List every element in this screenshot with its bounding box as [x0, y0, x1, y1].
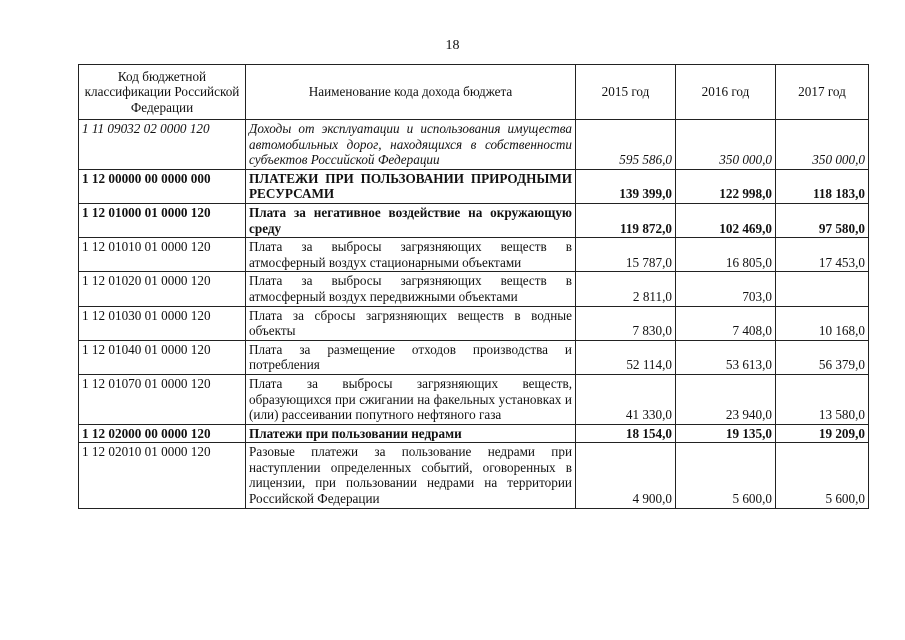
row-2016: 19 135,0 — [676, 424, 776, 443]
row-2015: 4 900,0 — [576, 443, 676, 508]
table-row — [79, 306, 869, 340]
row-2015: 52 114,0 — [576, 340, 676, 374]
row-code: 1 12 01010 01 0000 120 — [79, 238, 246, 272]
row-name: Доходы от эксплуатации и использования имущества автомобильных дорог, находящихся в собственности субъектов Российской Федерации — [246, 120, 576, 170]
row-2017: 97 580,0 — [776, 203, 869, 237]
header-2016: 2016 год — [676, 65, 776, 120]
row-2015: 18 154,0 — [576, 424, 676, 443]
row-code: 1 11 09032 02 0000 120 — [79, 120, 246, 170]
row-code: 1 12 02010 01 0000 120 — [79, 443, 246, 508]
table-row — [79, 169, 869, 203]
table-row — [79, 238, 869, 272]
page-number: 18 — [445, 38, 460, 53]
row-2016: 102 469,0 — [676, 203, 776, 237]
row-2016: 7 408,0 — [676, 306, 776, 340]
row-2017 — [776, 272, 869, 306]
table-row — [79, 120, 869, 170]
row-2015: 7 830,0 — [576, 306, 676, 340]
row-code: 1 12 02000 00 0000 120 — [79, 424, 246, 443]
row-name: Плата за размещение отходов производства и потребления — [246, 340, 576, 374]
table-row — [79, 340, 869, 374]
row-2017: 17 453,0 — [776, 238, 869, 272]
row-2017: 10 168,0 — [776, 306, 869, 340]
row-code: 1 12 01000 01 0000 120 — [79, 203, 246, 237]
row-code: 1 12 00000 00 0000 000 — [79, 169, 246, 203]
header-2017: 2017 год — [776, 65, 869, 120]
row-2015: 15 787,0 — [576, 238, 676, 272]
row-name: Плата за негативное воздействие на окружающую среду — [246, 203, 576, 237]
row-name: Платежи при пользовании недрами — [246, 424, 576, 443]
row-2017: 19 209,0 — [776, 424, 869, 443]
row-2017: 56 379,0 — [776, 340, 869, 374]
table-row — [79, 374, 869, 424]
table-row — [79, 424, 869, 443]
row-code: 1 12 01070 01 0000 120 — [79, 374, 246, 424]
row-2017: 118 183,0 — [776, 169, 869, 203]
row-name: ПЛАТЕЖИ ПРИ ПОЛЬЗОВАНИИ ПРИРОДНЫМИ РЕСУРСАМИ — [246, 169, 576, 203]
row-2016: 23 940,0 — [676, 374, 776, 424]
row-2015: 595 586,0 — [576, 120, 676, 170]
row-2016: 16 805,0 — [676, 238, 776, 272]
row-name: Плата за выбросы загрязняющих веществ в атмосферный воздух передвижными объектами — [246, 272, 576, 306]
row-2017: 350 000,0 — [776, 120, 869, 170]
budget-revenue-table — [78, 64, 869, 509]
row-name: Плата за выбросы загрязняющих веществ в атмосферный воздух стационарными объектами — [246, 238, 576, 272]
row-2016: 350 000,0 — [676, 120, 776, 170]
row-2017: 13 580,0 — [776, 374, 869, 424]
row-2016: 5 600,0 — [676, 443, 776, 508]
row-code: 1 12 01030 01 0000 120 — [79, 306, 246, 340]
row-2016: 122 998,0 — [676, 169, 776, 203]
row-name: Разовые платежи за пользование недрами при наступлении определенных событий, оговоренных в лицензии, при пользовании недрами на территории Российской Федерации — [246, 443, 576, 508]
row-2017: 5 600,0 — [776, 443, 869, 508]
table-row — [79, 272, 869, 306]
table-header-row — [79, 65, 869, 120]
row-name: Плата за сбросы загрязняющих веществ в водные объекты — [246, 306, 576, 340]
row-2016: 703,0 — [676, 272, 776, 306]
row-2015: 119 872,0 — [576, 203, 676, 237]
row-2015: 41 330,0 — [576, 374, 676, 424]
row-2016: 53 613,0 — [676, 340, 776, 374]
row-code: 1 12 01040 01 0000 120 — [79, 340, 246, 374]
table-row — [79, 443, 869, 508]
header-2015: 2015 год — [576, 65, 676, 120]
table-row — [79, 203, 869, 237]
header-code: Код бюджетной классификации Российской Федерации — [79, 65, 246, 120]
row-name: Плата за выбросы загрязняющих веществ, образующихся при сжигании на факельных установках и (или) рассеивании попутного нефтяного газа — [246, 374, 576, 424]
row-2015: 139 399,0 — [576, 169, 676, 203]
header-name: Наименование кода дохода бюджета — [246, 65, 576, 120]
row-2015: 2 811,0 — [576, 272, 676, 306]
row-code: 1 12 01020 01 0000 120 — [79, 272, 246, 306]
